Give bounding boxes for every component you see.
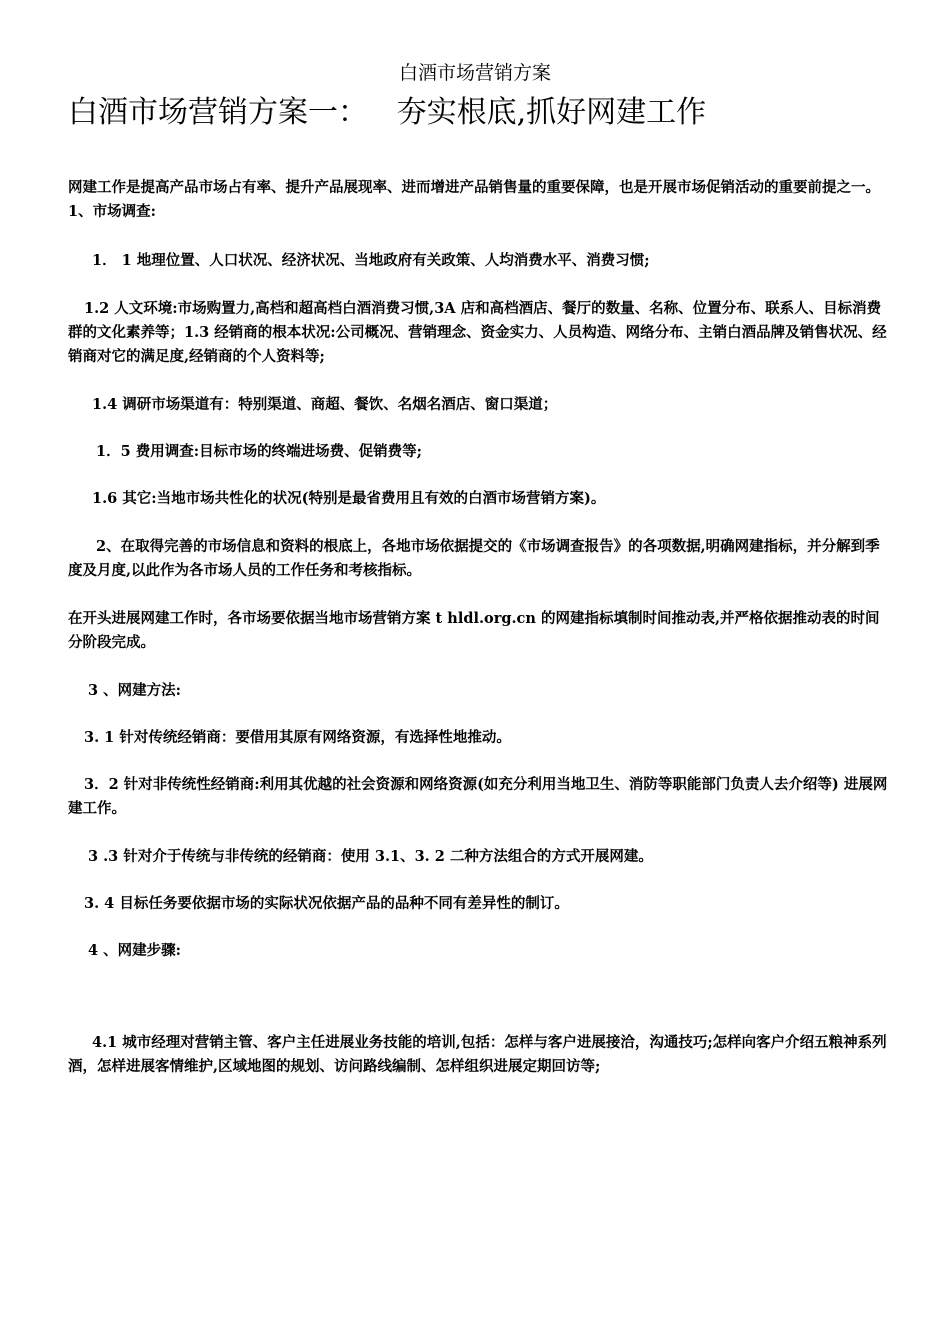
paragraph-3-4: 3. 4 目标任务要依据市场的实际状况依据产品的品种不同有差异性的制订。: [84, 895, 569, 912]
paragraph-4-1: 4.1 城市经理对营销主管、客户主任进展业务技能的培训,包括：怎样与客户进展接洽，沟通技巧;怎样向客户介绍五粮神系列酒，怎样进展客情维护,区域地图的规划、访问路线编制、怎样组织进展定期回访等;: [68, 1034, 887, 1075]
paragraph-1-2: 1.2 人文环境:市场购置力,高档和超高档白酒消费习惯,3A 店和高档酒店、餐厅的数量、名称、位置分布、联系人、目标消费群的文化素养等；1.3 经销商的根本状况:公司概况、营销理念、资金实力、人员构造、网络分布、主销白酒品牌及销售状况、经销商对它的满足度,经销商的个人资料等;: [68, 300, 887, 365]
paragraph-3-2: 3．2 针对非传统性经销商:利用其优越的社会资源和网络资源(如充分利用当地卫生、消防等职能部门负责人去介绍等) 进展网建工作。: [68, 776, 888, 817]
paragraph-1-6: 1.6 其它:当地市场共性化的状况(特别是最省费用且有效的白酒市场营销方案)。: [92, 490, 606, 507]
paragraph-3-3: 3 .3 针对介于传统与非传统的经销商：使用 3.1、3. 2 二种方法组合的方式开展网建。: [88, 848, 653, 865]
paragraph-3-1: 3. 1 针对传统经销商：要借用其原有网络资源，有选择性地推动。: [84, 729, 511, 746]
section-title: 白酒市场营销方案一： 夯实根底,抓好网建工作: [68, 95, 707, 130]
paragraph-2: 2、在取得完善的市场信息和资料的根底上，各地市场依据提交的《市场调查报告》的各项数据,明确网建指标，并分解到季度及月度,以此作为各市场人员的工作任务和考核指标。: [68, 538, 880, 579]
paragraph-2b: 在开头进展网建工作时，各市场要依据当地市场营销方案 t hldl.org.cn 的网建指标填制时间推动表,并严格依据推动表的时间分阶段完成。: [68, 610, 880, 651]
paragraph-1-4: 1.4 调研市场渠道有：特别渠道、商超、餐饮、名烟名酒店、窗口渠道；: [92, 396, 558, 413]
paragraph-intro: 网建工作是提高产品市场占有率、提升产品展现率、进而增进产品销售量的重要保障，也是开展市场促销活动的重要前提之一。1、市场调查:: [68, 179, 880, 220]
document-header: 白酒市场营销方案: [398, 62, 551, 84]
paragraph-1-1: 1． 1 地理位置、人口状况、经济状况、当地政府有关政策、人均消费水平、消费习惯;: [92, 252, 650, 269]
paragraph-1-5: 1．5 费用调查:目标市场的终端进场费、促销费等;: [96, 443, 422, 460]
paragraph-4: 4 、网建步骤:: [88, 942, 181, 959]
paragraph-3: 3 、网建方法:: [88, 682, 181, 699]
